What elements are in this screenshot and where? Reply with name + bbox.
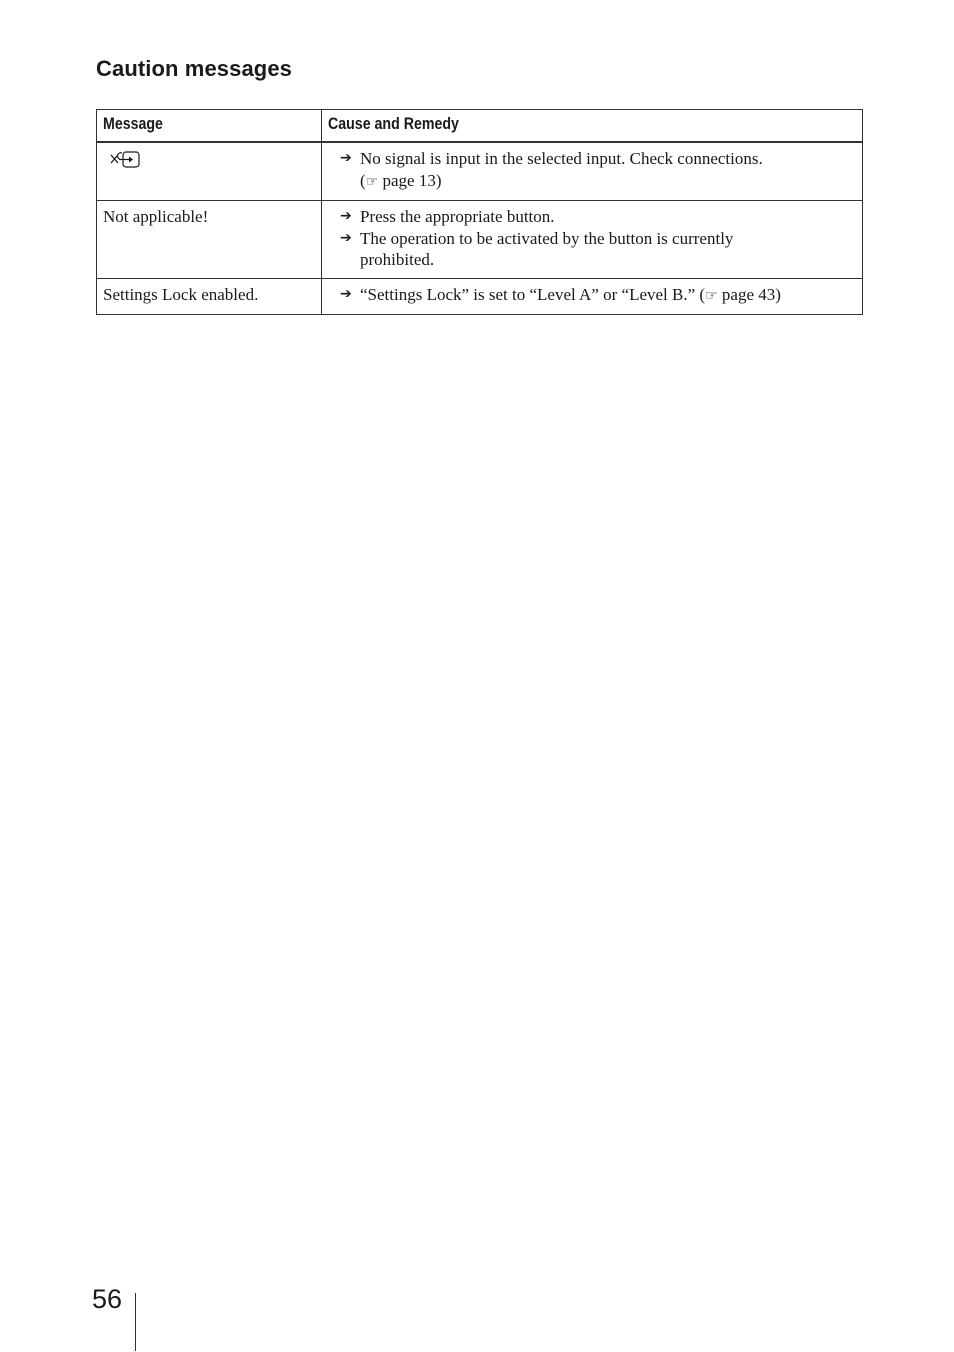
page-reference: page 13): [382, 170, 442, 190]
cause-line: [340, 284, 856, 308]
message-cell: Settings Lock enabled.: [97, 278, 322, 315]
cause-cell: [322, 142, 863, 201]
cause-line: [340, 228, 856, 250]
message-cell: Not applicable!: [97, 201, 322, 279]
caution-messages-table: [96, 109, 863, 315]
page-reference-icon: ☞: [705, 287, 718, 304]
table-header-row: [97, 110, 863, 143]
header-message: Message: [97, 110, 322, 143]
cause-cell: [322, 201, 863, 279]
cause-line: [340, 148, 856, 170]
page-reference-icon: ☞: [365, 173, 379, 190]
cause-text: Press the appropriate button.: [360, 207, 555, 226]
cause-continuation: (☞ page 13): [360, 170, 442, 190]
arrow-icon: ➔: [340, 150, 352, 166]
no-signal-input-icon: [109, 148, 143, 170]
arrow-icon: ➔: [340, 285, 352, 302]
arrow-icon: ➔: [340, 229, 352, 246]
cause-text: No signal is input in the selected input. Check connections.: [360, 149, 763, 168]
message-cell: [97, 142, 322, 201]
table-row: [97, 201, 863, 279]
cause-cell: [322, 278, 863, 315]
page-heading: Caution messages: [96, 56, 293, 81]
cause-continuation: prohibited.: [360, 250, 435, 269]
arrow-icon: ➔: [340, 208, 352, 224]
cause-text: The operation to be activated by the button is currently: [360, 228, 734, 248]
cause-line: [340, 206, 856, 228]
page-number-rule: [135, 1293, 136, 1351]
table-row: [97, 278, 863, 315]
page-number: 56: [92, 1284, 123, 1314]
header-cause-and-remedy: Cause and Remedy: [322, 110, 863, 143]
page-reference: page 43): [721, 284, 781, 304]
cause-text: “Settings Lock” is set to “Level A” or “Level B.” (☞ page 43): [360, 284, 781, 304]
table-row: [97, 142, 863, 201]
